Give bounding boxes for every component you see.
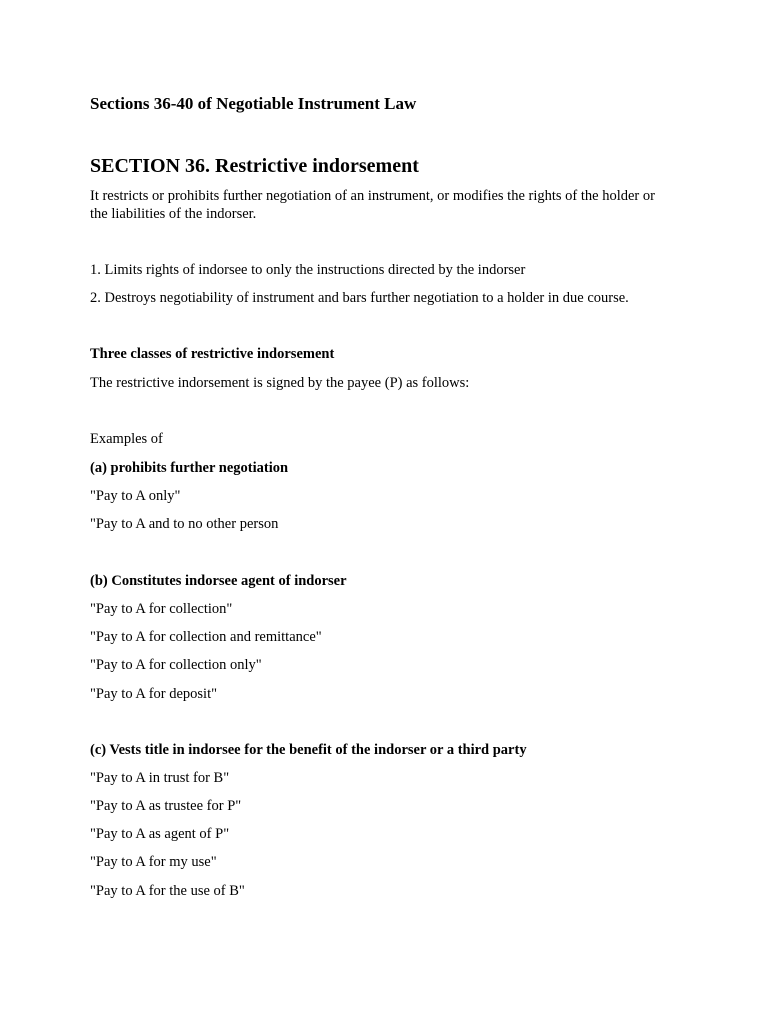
class-c-heading: (c) Vests title in indorsee for the benefit of the indorser or a third party — [90, 742, 527, 758]
class-a-heading: (a) prohibits further negotiation — [90, 460, 289, 476]
class-c-example: "Pay to A in trust for B" — [90, 770, 230, 786]
class-c-example: "Pay to A as agent of P" — [90, 826, 230, 842]
class-b-heading: (b) Constitutes indorsee agent of indorser — [90, 573, 347, 589]
class-a-example: "Pay to A and to no other person — [90, 516, 279, 532]
effect-item-2: 2. Destroys negotiability of instrument and bars further negotiation to a holder in due course. — [90, 290, 629, 306]
class-b-example: "Pay to A for deposit" — [90, 686, 218, 702]
class-b-example: "Pay to A for collection and remittance" — [90, 629, 322, 645]
class-b-example: "Pay to A for collection only" — [90, 657, 262, 673]
intro-paragraph-line-1: It restricts or prohibits further negotiation of an instrument, or modifies the rights of the holder or — [90, 188, 655, 204]
class-c-example: "Pay to A as trustee for P" — [90, 798, 242, 814]
class-b-example: "Pay to A for collection" — [90, 601, 233, 617]
examples-label: Examples of — [90, 431, 163, 447]
effect-item-1: 1. Limits rights of indorsee to only the instructions directed by the indorser — [90, 262, 526, 278]
class-a-example: "Pay to A only" — [90, 488, 181, 504]
classes-intro: The restrictive indorsement is signed by the payee (P) as follows: — [90, 375, 470, 391]
class-c-example: "Pay to A for my use" — [90, 854, 217, 870]
classes-heading: Three classes of restrictive indorsement — [90, 346, 335, 362]
class-c-example: "Pay to A for the use of B" — [90, 883, 245, 899]
section-heading: SECTION 36. Restrictive indorsement — [90, 155, 419, 177]
intro-paragraph-line-2: the liabilities of the indorser. — [90, 206, 257, 222]
document-title: Sections 36-40 of Negotiable Instrument Law — [90, 94, 417, 113]
